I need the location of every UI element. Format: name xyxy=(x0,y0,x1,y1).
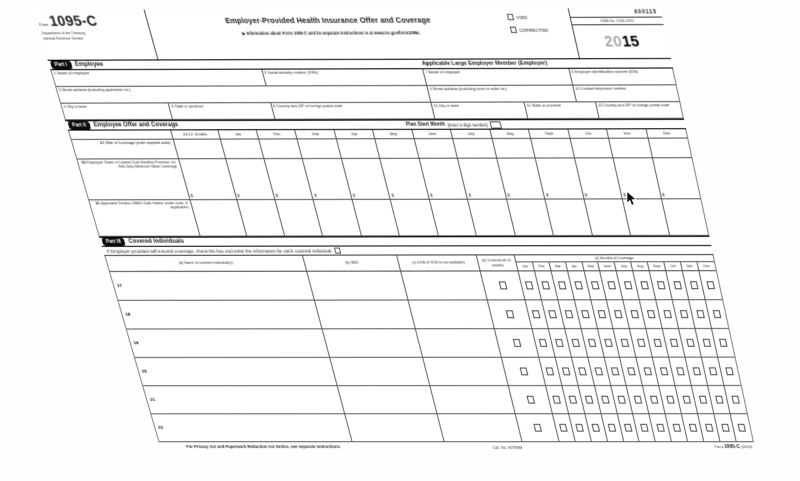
month-checkbox[interactable] xyxy=(690,281,699,289)
month-checkbox[interactable] xyxy=(601,396,610,404)
entry-cell[interactable] xyxy=(174,140,226,159)
covered-all-12-checkbox[interactable] xyxy=(505,310,514,318)
col-a-header: (a) Name of covered individual(s) xyxy=(105,256,307,271)
title-block xyxy=(145,8,518,59)
part2-table xyxy=(68,129,709,237)
field-employer-zip[interactable] xyxy=(596,102,683,118)
field-employee-state[interactable] xyxy=(169,103,275,119)
dollar-sign: $ xyxy=(622,192,627,198)
col-b-header: (b) SSN xyxy=(303,256,401,271)
month-checkbox[interactable] xyxy=(666,396,674,404)
month-checkbox[interactable] xyxy=(624,424,632,432)
agency-line-2: Internal Revenue Service xyxy=(42,36,84,41)
dollar-sign: $ xyxy=(661,192,666,198)
dollar-sign: $ xyxy=(506,192,511,198)
entry-cell[interactable] xyxy=(259,139,303,158)
catalog-number: Cat. No. 60705M xyxy=(491,444,523,450)
month-checkbox[interactable] xyxy=(634,396,642,404)
row-15-label xyxy=(77,159,190,199)
month-checkbox[interactable] xyxy=(715,396,723,404)
month-checkbox[interactable] xyxy=(611,367,620,375)
month-checkbox[interactable] xyxy=(555,339,564,347)
row-number: 21 xyxy=(149,397,156,403)
month-checkbox[interactable] xyxy=(725,367,733,375)
month-checkbox[interactable] xyxy=(624,281,633,289)
entry-cell[interactable] xyxy=(648,139,691,158)
covered-row-18 xyxy=(118,300,728,329)
form-title: Employer-Provided Health Insurance Offer and Coverage xyxy=(223,15,432,26)
month-header: May xyxy=(582,262,601,271)
month-header: Mar xyxy=(296,130,337,138)
part3-bar xyxy=(99,236,712,247)
month-checkbox[interactable] xyxy=(686,339,695,347)
field-ein[interactable] xyxy=(569,69,675,85)
field-employer-city[interactable] xyxy=(431,103,528,119)
month-header: Sept xyxy=(648,262,666,271)
field-employee-zip[interactable] xyxy=(271,103,436,119)
name-cell[interactable] xyxy=(110,272,315,300)
corrected-label: CORRECTED xyxy=(518,27,549,33)
name-cell[interactable] xyxy=(127,329,331,357)
month-checkbox[interactable] xyxy=(640,424,648,432)
privacy-act-notice: For Privacy Act and Paperwork Reduction Act Notice, see separate instructions. xyxy=(185,444,342,449)
month-header: Apr xyxy=(566,262,585,271)
month-subheaders xyxy=(516,262,716,271)
part2-title: Employee Offer and Coverage xyxy=(93,122,180,129)
month-header: Dec xyxy=(662,130,671,136)
dob-cell[interactable] xyxy=(431,386,516,413)
month-cells xyxy=(546,386,747,413)
ssn-cell[interactable] xyxy=(331,358,431,385)
ssn-cell[interactable] xyxy=(323,329,423,357)
field-employer-street[interactable] xyxy=(427,86,576,102)
month-checkbox[interactable] xyxy=(731,396,739,404)
col-c-header: (c) DOB (If SSN is not available) xyxy=(397,255,480,270)
name-cell[interactable] xyxy=(143,386,345,413)
field-label: 4 City or town xyxy=(62,103,88,109)
month-checkbox[interactable] xyxy=(676,367,684,375)
name-cell[interactable] xyxy=(118,301,322,329)
field-employer-name[interactable] xyxy=(423,69,573,85)
field-label: 10 Contact telephone number xyxy=(574,85,627,91)
covered-all-12-cell[interactable] xyxy=(516,414,559,441)
agency-line-1: Department of the Treasury xyxy=(41,31,86,36)
part1-title: Employee xyxy=(74,61,105,69)
month-header: Aug xyxy=(490,130,531,138)
covered-all-12-checkbox[interactable] xyxy=(512,339,521,347)
form-footer xyxy=(159,442,756,452)
covered-row-19 xyxy=(127,329,735,358)
row-number: 18 xyxy=(124,312,132,318)
void-label: VOID xyxy=(515,14,528,20)
row-15-employee-share xyxy=(77,158,700,200)
month-checkbox[interactable] xyxy=(558,281,567,289)
month-cells xyxy=(539,358,740,386)
self-insured-checkbox[interactable] xyxy=(334,248,341,254)
entry-cell[interactable] xyxy=(298,139,342,158)
form-year: (2015) xyxy=(740,444,753,449)
dollar-sign: $ xyxy=(236,192,241,199)
month-checkbox[interactable] xyxy=(617,396,625,404)
month-checkbox[interactable] xyxy=(595,367,604,375)
dollar-sign: $ xyxy=(429,192,434,198)
row-14-label xyxy=(72,140,179,159)
dob-cell[interactable] xyxy=(438,414,523,441)
month-checkbox[interactable] xyxy=(656,424,664,432)
dob-cell[interactable] xyxy=(423,358,508,385)
month-checkbox[interactable] xyxy=(682,396,690,404)
entry-cell[interactable] xyxy=(570,139,613,158)
entry-cell[interactable] xyxy=(221,140,265,159)
field-label: 5 State or province xyxy=(170,103,205,109)
field-label: 13 Country and ZIP or foreign postal code xyxy=(597,102,670,108)
month-checkbox[interactable] xyxy=(702,339,710,347)
month-checkbox[interactable] xyxy=(673,281,682,289)
months-of-coverage-label: (e) Months of Coverage xyxy=(515,255,714,262)
entry-cell[interactable] xyxy=(376,139,419,158)
part1-tag: Part I xyxy=(50,61,73,69)
part1-row-1 xyxy=(51,69,675,87)
month-checkbox[interactable] xyxy=(608,424,616,432)
month-checkbox[interactable] xyxy=(607,281,616,289)
month-checkbox[interactable] xyxy=(569,396,578,404)
field-employee-city[interactable] xyxy=(61,103,173,119)
field-label: 2 Social security number (SSN) xyxy=(263,69,319,75)
row-number: 17 xyxy=(116,283,123,289)
corrected-checkbox[interactable] xyxy=(510,27,517,33)
plan-start-input-box[interactable] xyxy=(490,121,503,128)
form-number: 1095-C xyxy=(46,11,100,30)
amount-cell[interactable] xyxy=(653,158,701,198)
month-checkbox[interactable] xyxy=(672,424,680,432)
corrected-row xyxy=(510,26,573,33)
month-header: July xyxy=(451,130,492,138)
part3-table xyxy=(104,255,753,442)
row-16-label xyxy=(89,200,200,236)
month-checkbox[interactable] xyxy=(647,310,656,318)
month-checkbox[interactable] xyxy=(698,396,706,404)
void-row xyxy=(507,14,571,21)
year-outline-digits: 20 xyxy=(602,32,625,51)
month-checkbox[interactable] xyxy=(559,424,568,432)
form-instruction-line: ▶ Information about Form 1095-C and its separate instructions is at www.irs.gov/form1095c xyxy=(241,30,421,36)
serial-number: 600115 xyxy=(633,9,658,16)
field-label: 6 Country and ZIP or foreign postal code xyxy=(272,102,343,109)
row-number: 15 xyxy=(80,160,87,165)
month-checkbox[interactable] xyxy=(542,281,551,289)
void-corrected-block xyxy=(505,8,579,58)
month-checkbox[interactable] xyxy=(604,339,613,347)
entry-cell[interactable] xyxy=(662,199,708,235)
dollar-sign: $ xyxy=(313,192,318,198)
dollar-sign: $ xyxy=(545,192,549,198)
covered-all-12-checkbox[interactable] xyxy=(526,396,535,404)
month-checkbox[interactable] xyxy=(713,310,722,318)
month-checkbox[interactable] xyxy=(708,367,716,375)
entry-cell[interactable] xyxy=(609,139,652,158)
part1-grid xyxy=(51,69,684,121)
month-header: June xyxy=(598,262,617,271)
dollar-sign: $ xyxy=(468,192,472,198)
field-contact-phone[interactable] xyxy=(573,85,679,101)
entry-cell[interactable] xyxy=(415,139,458,158)
row-16-safe-harbor xyxy=(89,199,708,237)
month-checkbox[interactable] xyxy=(585,396,594,404)
month-checkbox[interactable] xyxy=(553,396,562,404)
month-header: Oct xyxy=(568,129,609,137)
form-number: 1095-C xyxy=(723,444,741,450)
ssn-cell[interactable] xyxy=(346,414,445,441)
month-checkbox[interactable] xyxy=(572,339,581,347)
month-header: Dec xyxy=(703,263,710,268)
plan-start-month xyxy=(405,121,502,128)
field-employee-street[interactable] xyxy=(56,86,431,103)
month-header: Nov xyxy=(681,262,699,271)
entry-cell[interactable] xyxy=(492,139,535,158)
tax-year xyxy=(573,25,671,58)
month-checkbox[interactable] xyxy=(546,368,555,376)
month-checkbox[interactable] xyxy=(705,424,713,432)
mouse-cursor xyxy=(626,191,638,207)
month-header: Sept xyxy=(529,129,570,137)
month-header: May xyxy=(373,130,414,138)
row-number: 20 xyxy=(141,369,148,375)
month-checkbox[interactable] xyxy=(637,339,646,347)
dob-cell[interactable] xyxy=(401,271,487,299)
covered-all-12-checkbox[interactable] xyxy=(498,281,507,289)
month-checkbox[interactable] xyxy=(640,281,649,289)
month-header: Jan xyxy=(218,130,259,138)
month-checkbox[interactable] xyxy=(696,310,705,318)
month-cells xyxy=(518,271,722,299)
all-12-months-header: All 12 Months xyxy=(171,130,220,138)
part3-tag: Part III xyxy=(101,238,126,246)
field-employee-name[interactable] xyxy=(51,70,266,86)
covered-all-12-checkbox[interactable] xyxy=(519,368,528,376)
month-checkbox[interactable] xyxy=(588,339,597,347)
month-cells xyxy=(532,329,734,357)
month-checkbox[interactable] xyxy=(562,367,571,375)
covered-all-12-checkbox[interactable] xyxy=(533,424,542,432)
month-checkbox[interactable] xyxy=(627,367,636,375)
dollar-sign: $ xyxy=(584,192,588,198)
name-cell[interactable] xyxy=(135,358,338,385)
month-checkbox[interactable] xyxy=(670,339,679,347)
month-checkbox[interactable] xyxy=(689,424,697,432)
part2-label-header xyxy=(69,130,173,138)
dollar-sign: $ xyxy=(352,192,356,198)
entry-cell[interactable] xyxy=(453,139,496,158)
month-checkbox[interactable] xyxy=(643,367,652,375)
void-checkbox[interactable] xyxy=(507,14,515,20)
month-checkbox[interactable] xyxy=(525,281,534,289)
month-header: Feb xyxy=(533,262,552,271)
month-checkbox[interactable] xyxy=(660,367,668,375)
field-label: 9 Street address (including room or suite no.) xyxy=(428,85,508,92)
month-cells xyxy=(525,300,728,328)
dollar-sign: $ xyxy=(390,192,395,198)
form-footer-number xyxy=(714,444,753,450)
part1-row-3 xyxy=(61,102,683,120)
month-checkbox[interactable] xyxy=(692,367,700,375)
month-checkbox[interactable] xyxy=(653,339,662,347)
covered-row-20 xyxy=(135,358,741,387)
covered-row-21 xyxy=(143,386,747,414)
month-checkbox[interactable] xyxy=(574,281,583,289)
row-number: 19 xyxy=(132,340,140,346)
ssn-cell[interactable] xyxy=(315,301,416,329)
month-checkbox[interactable] xyxy=(598,310,607,318)
name-cell[interactable] xyxy=(151,414,352,441)
field-label: 3 Street address (including apartment no.) xyxy=(57,86,132,93)
dob-cell[interactable] xyxy=(416,329,502,357)
month-checkbox[interactable] xyxy=(581,310,590,318)
col-d-header: (d) Covered all 12 months xyxy=(477,255,518,270)
form-word: Form xyxy=(38,21,50,27)
month-header: Jan xyxy=(516,262,535,271)
form-number-block xyxy=(33,10,158,60)
month-checkbox[interactable] xyxy=(592,424,600,432)
month-checkbox[interactable] xyxy=(614,310,623,318)
row-number: 16 xyxy=(94,201,100,206)
month-cells xyxy=(553,414,753,441)
omb-number: OMB No. 1545-2251 xyxy=(571,17,664,26)
dollar-sign: $ xyxy=(275,192,279,198)
month-checkbox[interactable] xyxy=(663,310,672,318)
month-checkbox[interactable] xyxy=(576,424,585,432)
dollar-sign: $ xyxy=(189,193,194,199)
form-header xyxy=(33,8,671,60)
field-label: 12 State or province xyxy=(525,102,562,108)
entry-cell[interactable] xyxy=(337,139,381,158)
form-1095c-sheet xyxy=(33,8,755,450)
month-checkbox[interactable] xyxy=(679,310,688,318)
month-checkbox[interactable] xyxy=(539,339,548,347)
row-number: 22 xyxy=(157,425,164,431)
part3-header-row xyxy=(105,255,716,272)
month-checkbox[interactable] xyxy=(621,339,630,347)
row-label-text: Offer of Coverage (enter required code) xyxy=(104,140,172,146)
plan-start-label: Plan Start Month xyxy=(405,121,447,128)
self-insured-instruction-text: If Employer provided self-insured coverage, check the box and enter the information for each covered individual. xyxy=(106,248,333,254)
month-checkbox[interactable] xyxy=(657,281,666,289)
omb-year-block xyxy=(568,8,671,58)
row-number: 14 xyxy=(99,140,105,146)
month-checkbox[interactable] xyxy=(706,281,715,289)
part1-bar xyxy=(47,58,673,70)
month-header: July xyxy=(615,262,634,271)
plan-start-hint: (Enter 2-digit number): xyxy=(446,121,490,128)
col-e-header xyxy=(515,255,716,270)
year-bold-digits: 15 xyxy=(620,32,641,51)
part1-row-2 xyxy=(56,85,679,103)
month-checkbox[interactable] xyxy=(591,281,600,289)
covered-row-17 xyxy=(110,271,722,301)
covered-row-22 xyxy=(151,414,753,442)
month-checkbox[interactable] xyxy=(738,424,746,432)
month-header: Nov xyxy=(607,129,648,137)
part2-tag: Part II xyxy=(67,121,91,129)
month-checkbox[interactable] xyxy=(548,310,557,318)
month-checkbox[interactable] xyxy=(532,310,541,318)
month-header: Aug xyxy=(631,262,650,271)
month-header: Oct xyxy=(664,262,682,271)
month-checkbox[interactable] xyxy=(719,339,727,347)
dob-cell[interactable] xyxy=(409,300,495,328)
entry-cell[interactable] xyxy=(531,139,574,158)
month-checkbox[interactable] xyxy=(630,310,639,318)
ssn-cell[interactable] xyxy=(308,272,409,300)
month-header: June xyxy=(412,130,453,138)
employer-section-heading: Applicable Large Employer Member (Employer) xyxy=(421,60,549,68)
month-header: Feb xyxy=(257,130,298,138)
field-ssn[interactable] xyxy=(262,69,427,85)
field-label: 1 Name of employee xyxy=(52,70,90,76)
row-label-text: Employee Share of Lowest Cost Monthly Premium, for Self-Only Minimum Value Coverage xyxy=(85,160,178,170)
month-checkbox[interactable] xyxy=(650,396,658,404)
row-label-text: Applicable Section 4980H Safe Harbor (enter code, if applicable) xyxy=(99,201,190,210)
month-checkbox[interactable] xyxy=(721,424,729,432)
month-header: Apr xyxy=(334,130,375,138)
month-checkbox[interactable] xyxy=(565,310,574,318)
field-label: 11 City or town xyxy=(432,102,460,108)
ssn-cell[interactable] xyxy=(338,386,437,413)
row-14-offer-of-coverage xyxy=(72,139,692,160)
part3-title: Covered Individuals xyxy=(127,238,185,245)
field-label: 7 Name of employer xyxy=(424,69,461,75)
field-employer-state[interactable] xyxy=(524,102,599,118)
form-word: Form xyxy=(713,444,724,449)
field-label: 8 Employer identification number (EIN) xyxy=(570,68,639,75)
month-header: Mar xyxy=(549,262,568,271)
month-checkbox[interactable] xyxy=(578,367,587,375)
